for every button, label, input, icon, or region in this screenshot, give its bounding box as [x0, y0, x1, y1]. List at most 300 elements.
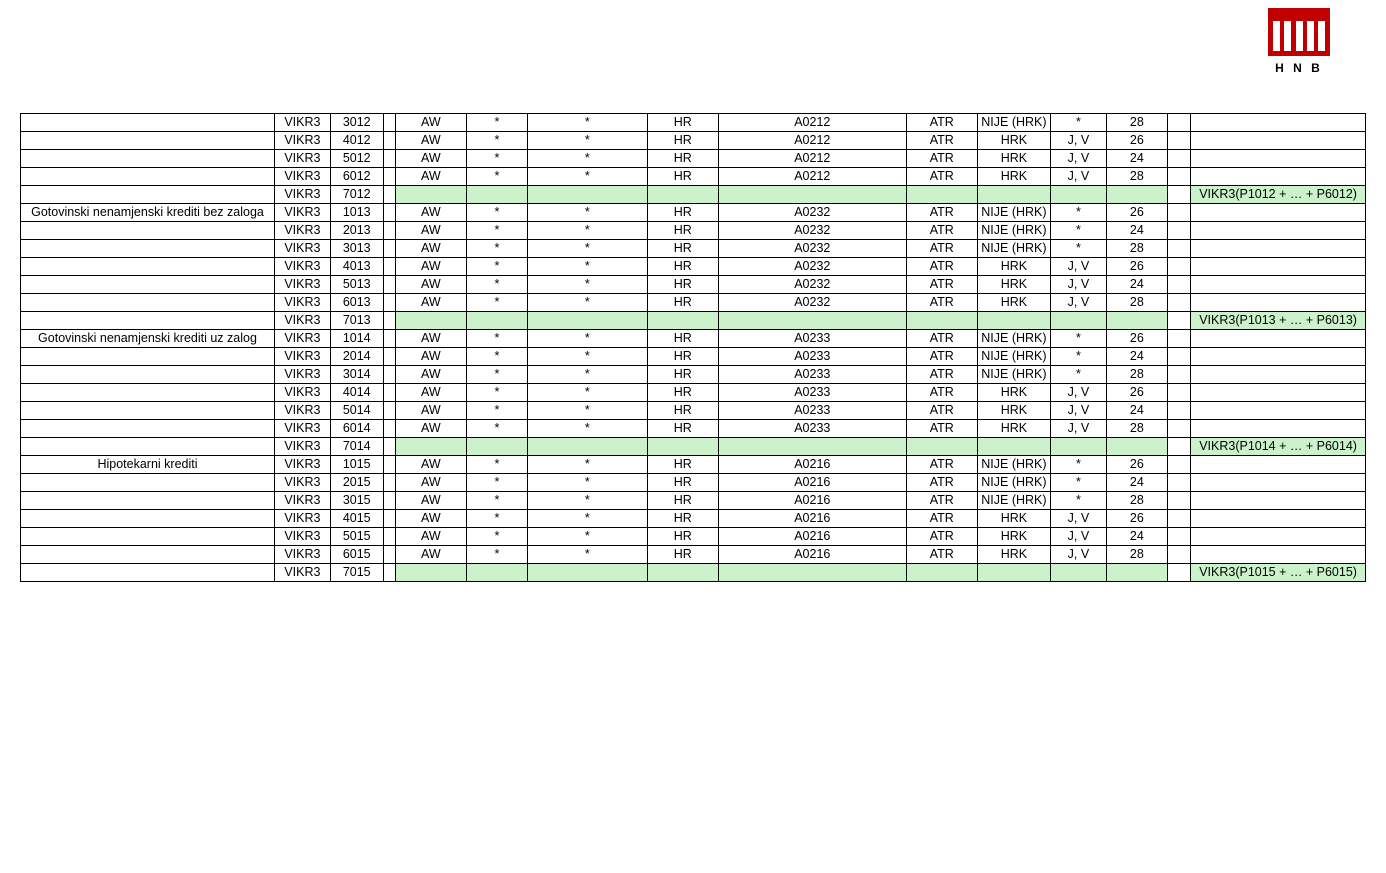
currency-cell: NIJE (HRK) [977, 240, 1050, 258]
currency-cell: HRK [977, 546, 1050, 564]
column-spacer [1167, 222, 1190, 240]
sector-cell: ATR [906, 150, 977, 168]
country-cell: HR [647, 168, 718, 186]
position-code-cell: 7015 [330, 564, 383, 582]
maturity-flag-cell: J, V [1051, 168, 1107, 186]
maturity-flag-cell [1051, 564, 1107, 582]
wildcard-cell-2: * [527, 528, 647, 546]
account-code-cell: A0212 [718, 150, 906, 168]
country-cell [647, 186, 718, 204]
report-code-cell: VIKR3 [274, 132, 330, 150]
maturity-flag-cell: J, V [1051, 294, 1107, 312]
table-row [21, 114, 1366, 132]
rate-type-cell: AW [395, 510, 466, 528]
maturity-flag-cell: * [1051, 366, 1107, 384]
logo-roof [1268, 8, 1330, 19]
wildcard-cell-2: * [527, 546, 647, 564]
country-cell: HR [647, 366, 718, 384]
days-cell: 26 [1106, 204, 1167, 222]
position-code-cell: 3013 [330, 240, 383, 258]
report-code-cell: VIKR3 [274, 312, 330, 330]
column-spacer [383, 384, 395, 402]
summary-empty-cell [1191, 222, 1366, 240]
sector-cell: ATR [906, 402, 977, 420]
sector-cell: ATR [906, 474, 977, 492]
rate-type-cell: AW [395, 204, 466, 222]
sector-cell [906, 438, 977, 456]
wildcard-cell-2: * [527, 456, 647, 474]
maturity-flag-cell: J, V [1051, 258, 1107, 276]
position-code-cell: 6015 [330, 546, 383, 564]
country-cell: HR [647, 420, 718, 438]
report-code-cell: VIKR3 [274, 384, 330, 402]
table-row [21, 420, 1366, 438]
account-code-cell: A0232 [718, 258, 906, 276]
wildcard-cell-1 [466, 564, 527, 582]
column-spacer [1167, 474, 1190, 492]
account-code-cell [718, 186, 906, 204]
sector-cell: ATR [906, 294, 977, 312]
days-cell: 26 [1106, 330, 1167, 348]
table-row [21, 132, 1366, 150]
country-cell: HR [647, 528, 718, 546]
column-spacer [1167, 150, 1190, 168]
report-code-cell: VIKR3 [274, 222, 330, 240]
maturity-flag-cell: * [1051, 114, 1107, 132]
wildcard-cell-1: * [466, 240, 527, 258]
account-code-cell: A0233 [718, 384, 906, 402]
table-row [21, 474, 1366, 492]
summary-empty-cell [1191, 204, 1366, 222]
column-spacer [383, 330, 395, 348]
position-code-cell: 4015 [330, 510, 383, 528]
column-spacer [1167, 384, 1190, 402]
column-spacer [1167, 132, 1190, 150]
days-cell: 26 [1106, 456, 1167, 474]
table-row [21, 222, 1366, 240]
country-cell: HR [647, 240, 718, 258]
column-spacer [1167, 258, 1190, 276]
rate-type-cell: AW [395, 240, 466, 258]
column-spacer [1167, 168, 1190, 186]
account-code-cell: A0232 [718, 222, 906, 240]
wildcard-cell-1 [466, 438, 527, 456]
rate-type-cell: AW [395, 132, 466, 150]
account-code-cell: A0233 [718, 366, 906, 384]
wildcard-cell-2: * [527, 114, 647, 132]
wildcard-cell-1: * [466, 528, 527, 546]
account-code-cell: A0233 [718, 420, 906, 438]
sector-cell: ATR [906, 258, 977, 276]
wildcard-cell-2 [527, 438, 647, 456]
sector-cell [906, 564, 977, 582]
days-cell: 26 [1106, 510, 1167, 528]
rate-type-cell: AW [395, 330, 466, 348]
maturity-flag-cell: * [1051, 222, 1107, 240]
report-matrix-sheet [20, 113, 1366, 582]
wildcard-cell-1 [466, 186, 527, 204]
wildcard-cell-2 [527, 564, 647, 582]
position-code-cell: 2013 [330, 222, 383, 240]
position-code-cell: 3014 [330, 366, 383, 384]
days-cell: 28 [1106, 366, 1167, 384]
position-code-cell: 7013 [330, 312, 383, 330]
wildcard-cell-2: * [527, 366, 647, 384]
account-code-cell: A0212 [718, 132, 906, 150]
rate-type-cell: AW [395, 456, 466, 474]
maturity-flag-cell [1051, 438, 1107, 456]
wildcard-cell-1: * [466, 384, 527, 402]
sector-cell: ATR [906, 492, 977, 510]
rate-type-cell: AW [395, 150, 466, 168]
summary-empty-cell [1191, 546, 1366, 564]
column-spacer [383, 258, 395, 276]
rate-type-cell: AW [395, 528, 466, 546]
maturity-flag-cell: * [1051, 204, 1107, 222]
days-cell [1106, 312, 1167, 330]
column-spacer [383, 438, 395, 456]
account-code-cell: A0233 [718, 402, 906, 420]
position-code-cell: 2015 [330, 474, 383, 492]
table-row [21, 384, 1366, 402]
currency-cell: HRK [977, 402, 1050, 420]
report-code-cell: VIKR3 [274, 330, 330, 348]
days-cell: 26 [1106, 384, 1167, 402]
summary-empty-cell [1191, 240, 1366, 258]
instrument-description-cell [21, 474, 275, 492]
column-spacer [383, 492, 395, 510]
country-cell: HR [647, 348, 718, 366]
wildcard-cell-1: * [466, 222, 527, 240]
column-spacer [383, 546, 395, 564]
report-code-cell: VIKR3 [274, 546, 330, 564]
currency-cell: HRK [977, 150, 1050, 168]
account-code-cell: A0216 [718, 474, 906, 492]
maturity-flag-cell [1051, 312, 1107, 330]
summary-empty-cell [1191, 348, 1366, 366]
sector-cell: ATR [906, 456, 977, 474]
instrument-description-cell [21, 132, 275, 150]
report-code-cell: VIKR3 [274, 492, 330, 510]
column-spacer [383, 402, 395, 420]
days-cell: 24 [1106, 474, 1167, 492]
summary-empty-cell [1191, 366, 1366, 384]
maturity-flag-cell: J, V [1051, 402, 1107, 420]
maturity-flag-cell: * [1051, 492, 1107, 510]
position-code-cell: 6013 [330, 294, 383, 312]
wildcard-cell-2: * [527, 168, 647, 186]
column-spacer [1167, 492, 1190, 510]
country-cell [647, 312, 718, 330]
account-code-cell: A0212 [718, 114, 906, 132]
report-code-cell: VIKR3 [274, 528, 330, 546]
currency-cell: NIJE (HRK) [977, 474, 1050, 492]
instrument-description-cell [21, 402, 275, 420]
instrument-description-cell [21, 546, 275, 564]
account-code-cell: A0216 [718, 492, 906, 510]
currency-cell: HRK [977, 168, 1050, 186]
account-code-cell: A0232 [718, 294, 906, 312]
wildcard-cell-2: * [527, 276, 647, 294]
rate-type-cell: AW [395, 402, 466, 420]
instrument-description-cell [21, 258, 275, 276]
sector-cell: ATR [906, 546, 977, 564]
rate-type-cell [395, 312, 466, 330]
currency-cell [977, 312, 1050, 330]
instrument-description-cell: Gotovinski nenamjenski krediti uz zalog [21, 330, 275, 348]
instrument-description-cell [21, 420, 275, 438]
wildcard-cell-1: * [466, 150, 527, 168]
currency-cell: HRK [977, 528, 1050, 546]
wildcard-cell-1: * [466, 294, 527, 312]
report-code-cell: VIKR3 [274, 366, 330, 384]
column-spacer [1167, 402, 1190, 420]
position-code-cell: 6014 [330, 420, 383, 438]
days-cell: 26 [1106, 132, 1167, 150]
sector-cell [906, 186, 977, 204]
currency-cell: NIJE (HRK) [977, 222, 1050, 240]
wildcard-cell-1: * [466, 204, 527, 222]
report-code-cell: VIKR3 [274, 474, 330, 492]
column-spacer [383, 366, 395, 384]
account-code-cell: A0233 [718, 348, 906, 366]
wildcard-cell-1: * [466, 510, 527, 528]
maturity-flag-cell: * [1051, 474, 1107, 492]
currency-cell [977, 564, 1050, 582]
instrument-description-cell [21, 240, 275, 258]
account-code-cell: A0216 [718, 510, 906, 528]
report-matrix-table [20, 113, 1366, 582]
sector-cell: ATR [906, 222, 977, 240]
instrument-description-cell [21, 276, 275, 294]
table-row [21, 366, 1366, 384]
wildcard-cell-2 [527, 312, 647, 330]
rate-type-cell: AW [395, 276, 466, 294]
country-cell: HR [647, 510, 718, 528]
summary-formula-cell: VIKR3(P1012 + … + P6012) [1191, 186, 1366, 204]
days-cell: 28 [1106, 114, 1167, 132]
account-code-cell [718, 438, 906, 456]
days-cell: 24 [1106, 402, 1167, 420]
rate-type-cell: AW [395, 114, 466, 132]
table-row [21, 258, 1366, 276]
sector-cell: ATR [906, 366, 977, 384]
summary-formula-cell: VIKR3(P1013 + … + P6013) [1191, 312, 1366, 330]
account-code-cell [718, 564, 906, 582]
column-spacer [1167, 420, 1190, 438]
position-code-cell: 5014 [330, 402, 383, 420]
position-code-cell: 1013 [330, 204, 383, 222]
report-code-cell: VIKR3 [274, 438, 330, 456]
account-code-cell: A0216 [718, 546, 906, 564]
column-spacer [383, 294, 395, 312]
maturity-flag-cell: J, V [1051, 420, 1107, 438]
wildcard-cell-1: * [466, 546, 527, 564]
hnb-logo-mark [1268, 8, 1330, 56]
wildcard-cell-2: * [527, 420, 647, 438]
instrument-description-cell [21, 438, 275, 456]
sector-cell: ATR [906, 240, 977, 258]
wildcard-cell-1: * [466, 492, 527, 510]
position-code-cell: 7014 [330, 438, 383, 456]
column-spacer [1167, 546, 1190, 564]
currency-cell [977, 186, 1050, 204]
sector-cell: ATR [906, 420, 977, 438]
report-code-cell: VIKR3 [274, 150, 330, 168]
instrument-description-cell [21, 312, 275, 330]
column-spacer [383, 456, 395, 474]
days-cell: 24 [1106, 276, 1167, 294]
column-spacer [1167, 204, 1190, 222]
instrument-description-cell [21, 150, 275, 168]
wildcard-cell-1: * [466, 402, 527, 420]
column-spacer [383, 186, 395, 204]
instrument-description-cell [21, 510, 275, 528]
report-code-cell: VIKR3 [274, 168, 330, 186]
table-row [21, 294, 1366, 312]
table-row [21, 168, 1366, 186]
column-spacer [383, 312, 395, 330]
wildcard-cell-2: * [527, 402, 647, 420]
account-code-cell [718, 312, 906, 330]
country-cell [647, 564, 718, 582]
instrument-description-cell [21, 366, 275, 384]
table-row [21, 204, 1366, 222]
currency-cell: NIJE (HRK) [977, 114, 1050, 132]
currency-cell: HRK [977, 420, 1050, 438]
table-row [21, 438, 1366, 456]
currency-cell: NIJE (HRK) [977, 348, 1050, 366]
country-cell: HR [647, 492, 718, 510]
account-code-cell: A0212 [718, 168, 906, 186]
wildcard-cell-2 [527, 186, 647, 204]
summary-empty-cell [1191, 420, 1366, 438]
rate-type-cell: AW [395, 384, 466, 402]
wildcard-cell-2: * [527, 132, 647, 150]
country-cell: HR [647, 150, 718, 168]
instrument-description-cell: Hipotekarni krediti [21, 456, 275, 474]
position-code-cell: 5015 [330, 528, 383, 546]
sector-cell: ATR [906, 348, 977, 366]
instrument-description-cell [21, 114, 275, 132]
summary-empty-cell [1191, 294, 1366, 312]
column-spacer [1167, 294, 1190, 312]
position-code-cell: 6012 [330, 168, 383, 186]
summary-empty-cell [1191, 384, 1366, 402]
summary-empty-cell [1191, 114, 1366, 132]
wildcard-cell-1: * [466, 114, 527, 132]
sector-cell: ATR [906, 204, 977, 222]
summary-empty-cell [1191, 330, 1366, 348]
table-row [21, 330, 1366, 348]
maturity-flag-cell: J, V [1051, 528, 1107, 546]
column-spacer [383, 150, 395, 168]
maturity-flag-cell: J, V [1051, 132, 1107, 150]
maturity-flag-cell: J, V [1051, 384, 1107, 402]
column-spacer [383, 222, 395, 240]
rate-type-cell: AW [395, 258, 466, 276]
summary-empty-cell [1191, 150, 1366, 168]
report-code-cell: VIKR3 [274, 276, 330, 294]
position-code-cell: 3012 [330, 114, 383, 132]
report-code-cell: VIKR3 [274, 186, 330, 204]
wildcard-cell-2: * [527, 150, 647, 168]
column-spacer [1167, 348, 1190, 366]
report-code-cell: VIKR3 [274, 258, 330, 276]
position-code-cell: 5012 [330, 150, 383, 168]
maturity-flag-cell: * [1051, 348, 1107, 366]
column-spacer [383, 132, 395, 150]
maturity-flag-cell: J, V [1051, 546, 1107, 564]
rate-type-cell: AW [395, 348, 466, 366]
country-cell: HR [647, 132, 718, 150]
rate-type-cell: AW [395, 222, 466, 240]
position-code-cell: 4012 [330, 132, 383, 150]
currency-cell: NIJE (HRK) [977, 366, 1050, 384]
sector-cell: ATR [906, 384, 977, 402]
days-cell: 28 [1106, 492, 1167, 510]
column-spacer [383, 510, 395, 528]
column-spacer [1167, 528, 1190, 546]
instrument-description-cell [21, 564, 275, 582]
wildcard-cell-1 [466, 312, 527, 330]
column-spacer [1167, 564, 1190, 582]
rate-type-cell: AW [395, 366, 466, 384]
summary-empty-cell [1191, 492, 1366, 510]
days-cell [1106, 438, 1167, 456]
table-row [21, 312, 1366, 330]
sector-cell: ATR [906, 528, 977, 546]
wildcard-cell-1: * [466, 168, 527, 186]
rate-type-cell: AW [395, 492, 466, 510]
position-code-cell: 1015 [330, 456, 383, 474]
days-cell: 24 [1106, 528, 1167, 546]
summary-formula-cell: VIKR3(P1014 + … + P6014) [1191, 438, 1366, 456]
summary-empty-cell [1191, 474, 1366, 492]
sector-cell: ATR [906, 276, 977, 294]
currency-cell: HRK [977, 258, 1050, 276]
wildcard-cell-2: * [527, 258, 647, 276]
column-spacer [1167, 438, 1190, 456]
days-cell: 28 [1106, 168, 1167, 186]
wildcard-cell-1: * [466, 348, 527, 366]
wildcard-cell-1: * [466, 420, 527, 438]
account-code-cell: A0232 [718, 240, 906, 258]
country-cell: HR [647, 222, 718, 240]
position-code-cell: 1014 [330, 330, 383, 348]
summary-empty-cell [1191, 168, 1366, 186]
rate-type-cell [395, 438, 466, 456]
table-row [21, 276, 1366, 294]
column-spacer [383, 564, 395, 582]
instrument-description-cell: Gotovinski nenamjenski krediti bez zaloga [21, 204, 275, 222]
wildcard-cell-1: * [466, 474, 527, 492]
table-row [21, 402, 1366, 420]
country-cell: HR [647, 204, 718, 222]
table-row [21, 150, 1366, 168]
days-cell: 28 [1106, 546, 1167, 564]
column-spacer [383, 168, 395, 186]
currency-cell [977, 438, 1050, 456]
wildcard-cell-1: * [466, 258, 527, 276]
column-spacer [383, 114, 395, 132]
wildcard-cell-1: * [466, 366, 527, 384]
column-spacer [383, 474, 395, 492]
currency-cell: HRK [977, 276, 1050, 294]
table-row [21, 456, 1366, 474]
position-code-cell: 2014 [330, 348, 383, 366]
rate-type-cell [395, 186, 466, 204]
